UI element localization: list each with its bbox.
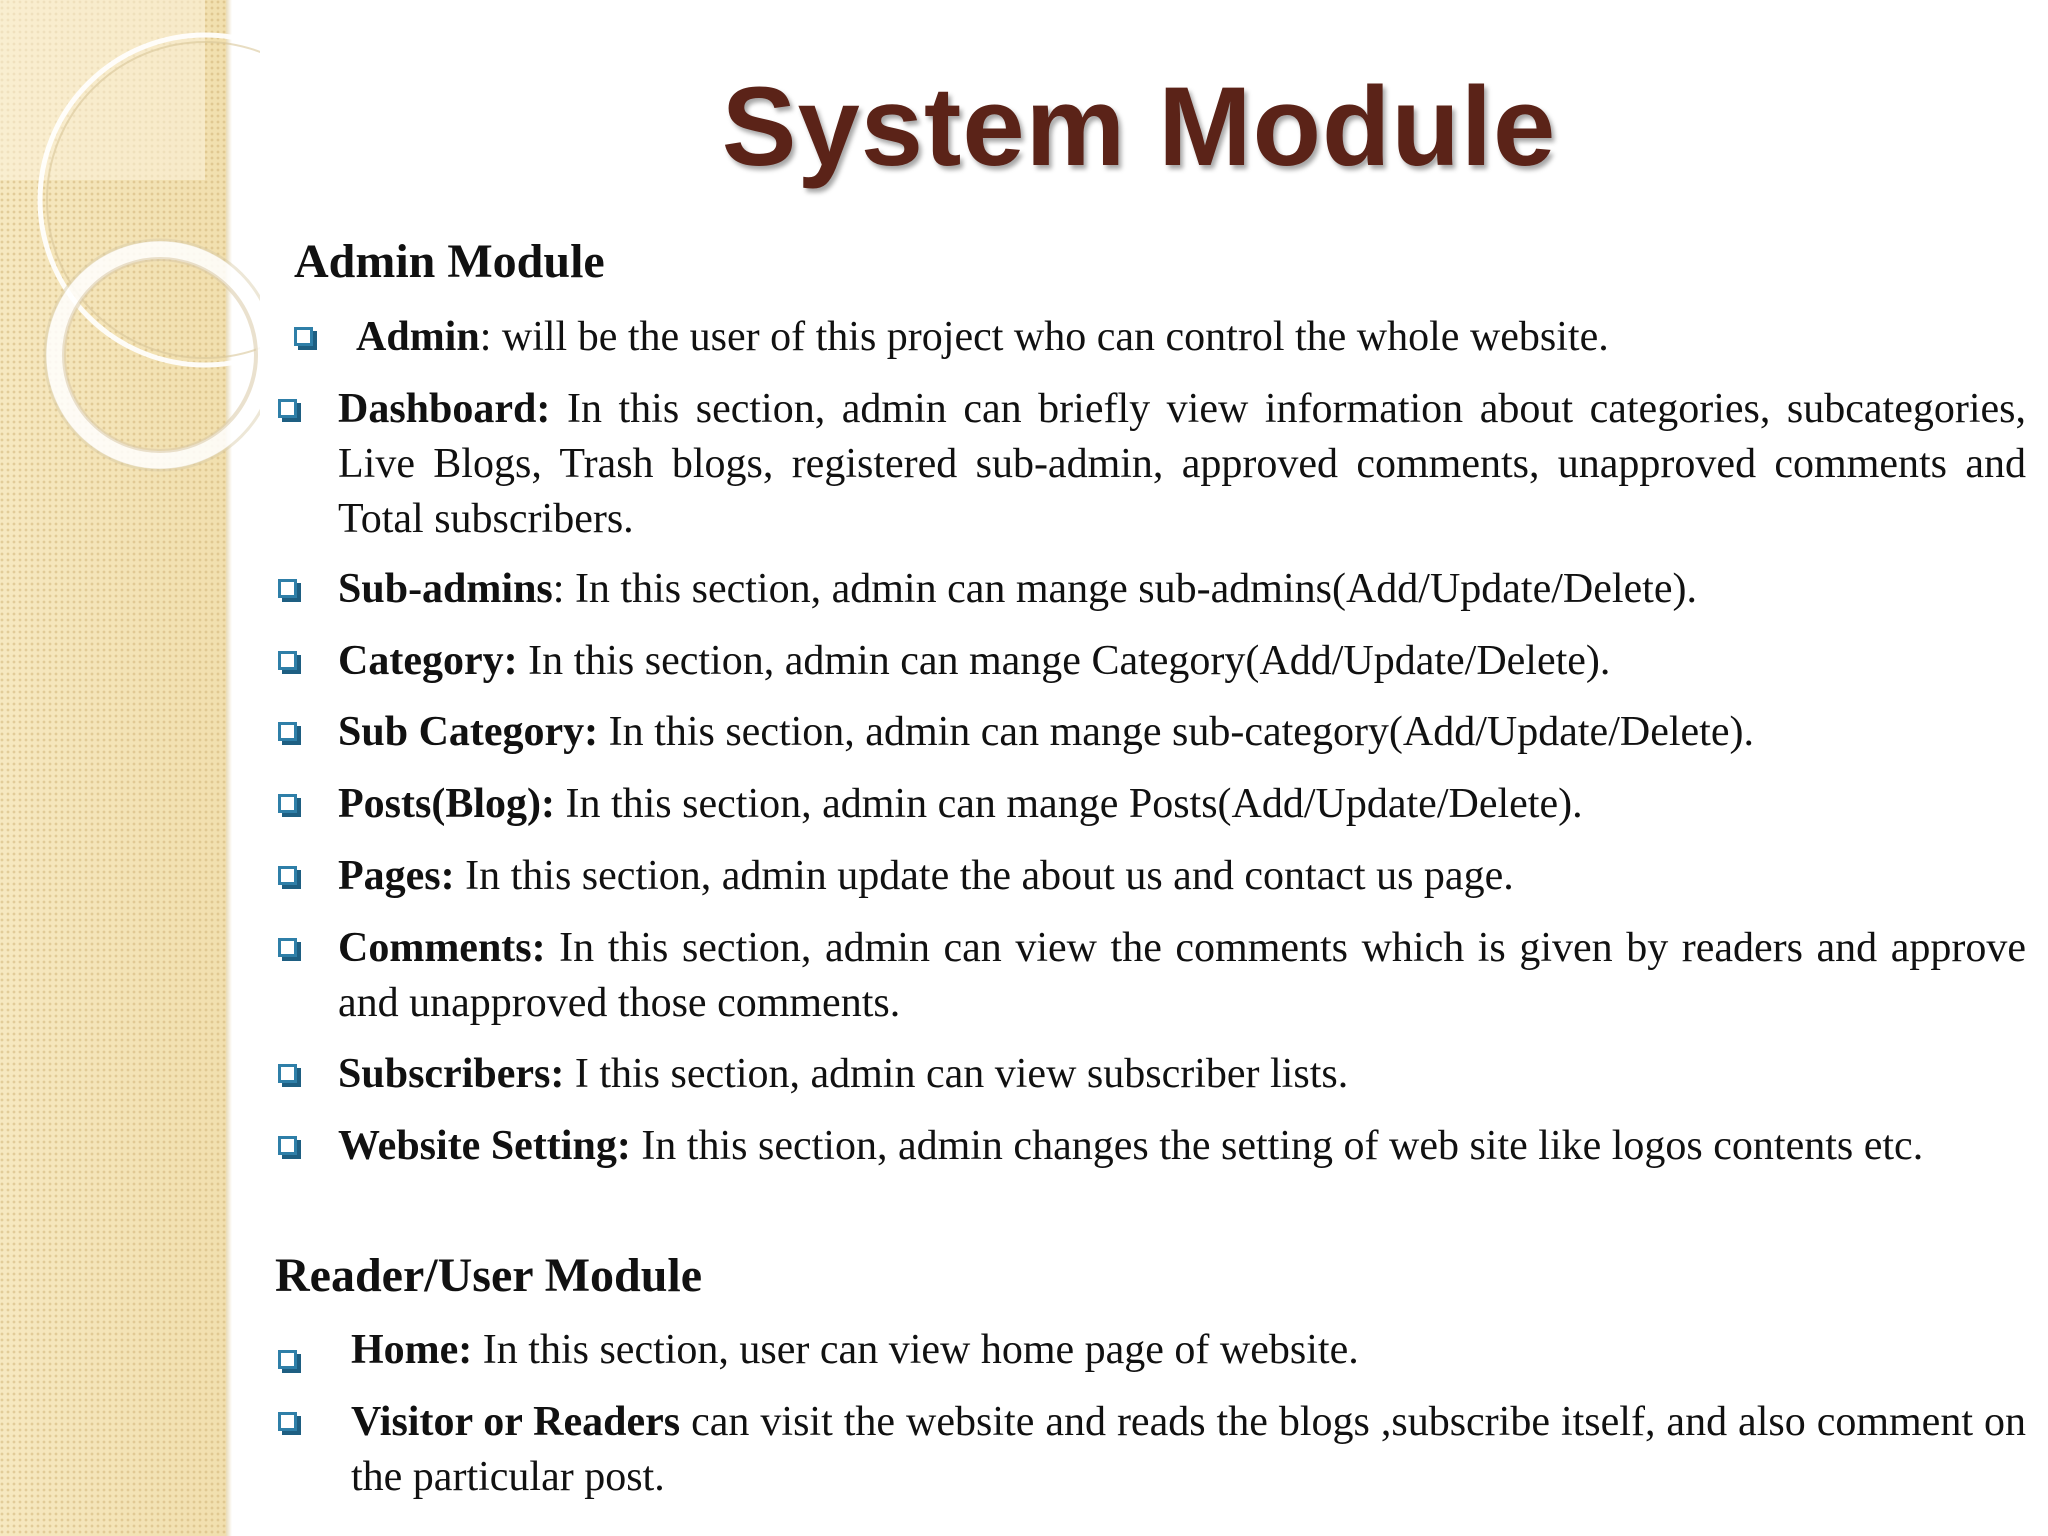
item-term: Pages: <box>338 853 455 899</box>
item-term: Visitor or Readers <box>351 1399 681 1445</box>
item-term: Category: <box>338 638 518 684</box>
item-text: In this section, admin update the about us and contact us page. <box>454 853 1514 899</box>
bullet-icon <box>278 399 297 418</box>
list-item-sub-admins <box>338 562 2026 617</box>
admin-module-heading: Admin Module <box>294 235 605 288</box>
bullet-icon <box>278 1136 297 1155</box>
bullet-icon <box>278 866 297 885</box>
item-text: : will be the user of this project who can control the whole website. <box>479 314 1609 360</box>
bullet-icon <box>278 722 297 741</box>
list-item-posts <box>338 777 2026 832</box>
item-term: Sub Category: <box>338 709 599 755</box>
item-text: In this section, admin changes the setting of web site like logos contents etc. <box>630 1123 1924 1169</box>
bullet-icon <box>278 1350 297 1369</box>
item-text: In this section, admin can mange Category(Add/Update/Delete). <box>517 638 1611 684</box>
bullet-icon <box>278 938 297 957</box>
item-term: Website Setting: <box>338 1123 631 1169</box>
item-term: Home: <box>351 1327 473 1373</box>
slide-title: System Module <box>721 64 1557 189</box>
item-term: Subscribers: <box>338 1051 565 1097</box>
list-item-home <box>351 1323 2026 1378</box>
item-text: I this section, admin can view subscriber lists. <box>564 1051 1349 1097</box>
item-text: : In this section, admin can mange sub-admins(Add/Update/Delete). <box>552 566 1697 612</box>
list-item-pages <box>338 849 2026 904</box>
item-term: Comments: <box>338 925 546 971</box>
list-item-website-setting <box>338 1119 2026 1174</box>
item-term: Sub-admins <box>338 566 553 612</box>
list-item-category <box>338 634 2026 689</box>
decorative-rings-icon <box>0 0 260 520</box>
item-text: In this section, admin can mange sub-category(Add/Update/Delete). <box>598 709 1754 755</box>
item-term: Admin <box>356 314 480 360</box>
bullet-icon <box>278 579 297 598</box>
bullet-icon <box>294 327 313 346</box>
item-text: In this section, admin can view the comments which is given by readers and approve and unapproved those comments. <box>338 925 2026 1026</box>
item-text: can visit the website and reads the blogs ,subscribe itself, and also comment on the particular post. <box>351 1399 2026 1500</box>
item-text: In this section, admin can briefly view information about categories, subcategories, Live Blogs, Trash blogs, registered sub-admin, approved comments, unapproved comments and Total subscribers. <box>338 386 2026 542</box>
bullet-icon <box>278 651 297 670</box>
item-text: In this section, admin can mange Posts(Add/Update/Delete). <box>554 781 1583 827</box>
list-item-dashboard <box>338 382 2026 547</box>
item-term: Dashboard: <box>338 386 551 432</box>
list-item-sub-category <box>338 705 2026 760</box>
list-item-subscribers <box>338 1047 2026 1102</box>
bullet-icon <box>278 794 297 813</box>
reader-module-heading: Reader/User Module <box>275 1249 703 1302</box>
item-text: In this section, user can view home page of website. <box>472 1327 1359 1373</box>
bullet-icon <box>278 1064 297 1083</box>
bullet-icon <box>278 1412 297 1431</box>
list-item-comments <box>338 921 2026 1031</box>
list-item-visitor <box>351 1395 2026 1505</box>
item-term: Posts(Blog): <box>338 781 555 827</box>
list-item-admin <box>356 310 2026 365</box>
